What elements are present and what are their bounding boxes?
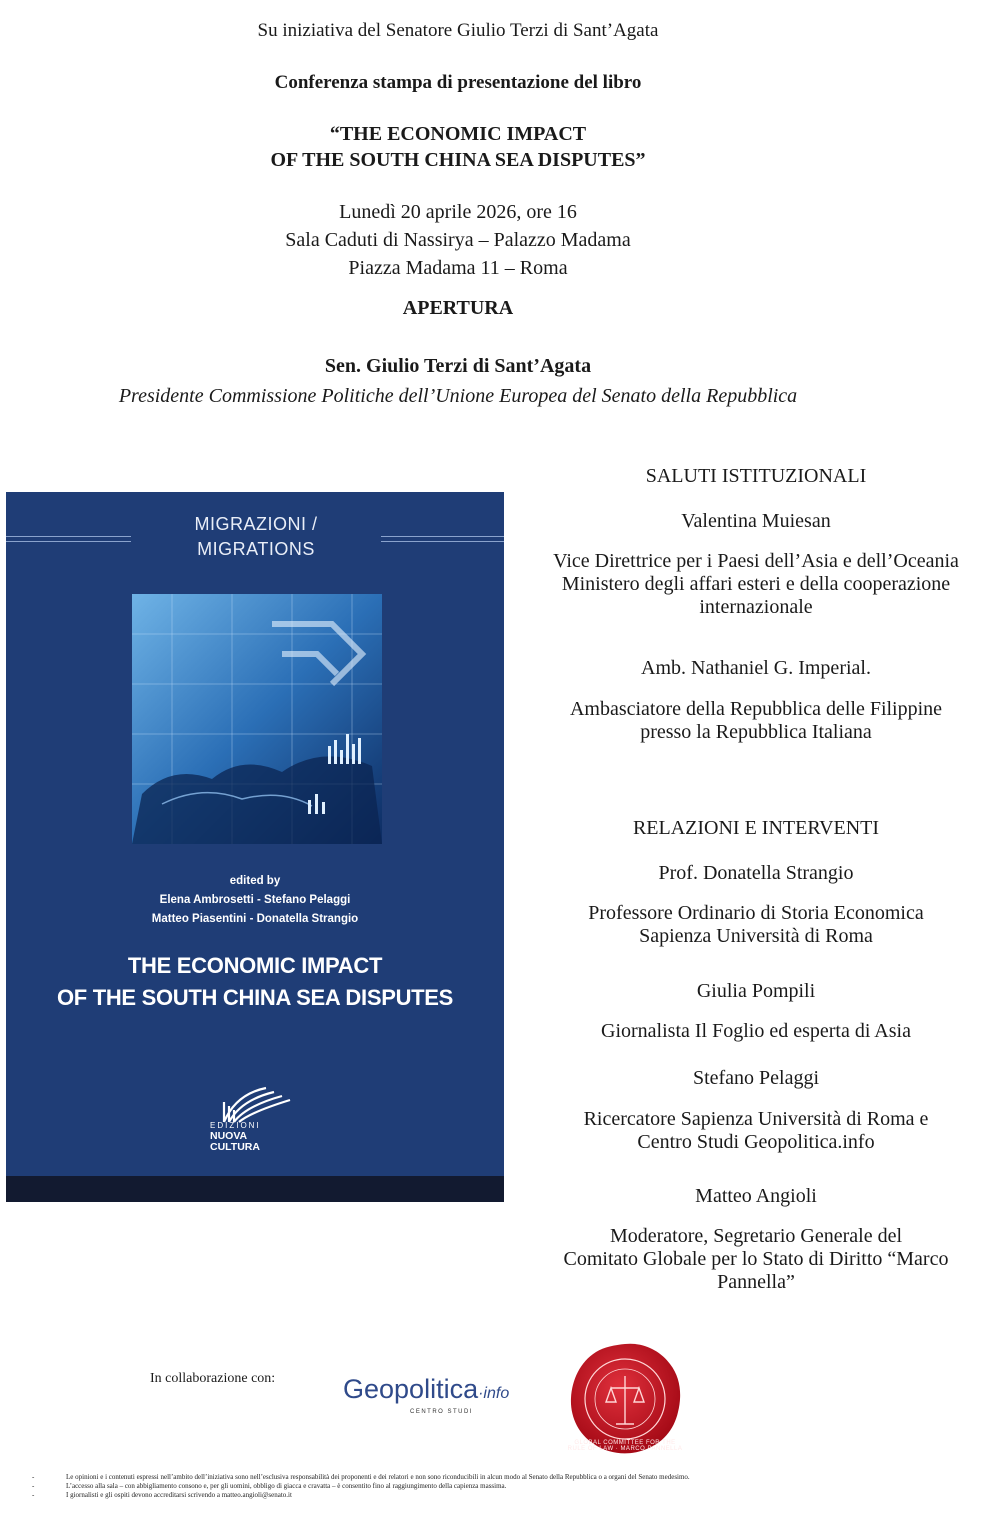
cover-series-line-1: MIGRAZIONI / bbox=[194, 514, 318, 534]
geopolitica-logo-info: ·info bbox=[478, 1385, 510, 1402]
disclaimer-text-2: L’accesso alla sala – con abbigliamento consono e, per gli uomini, obbligo di giacca e cravatta – è consentito fino al raggiungimento della capienza massima. bbox=[66, 1482, 507, 1490]
book-title bbox=[0, 121, 916, 173]
disclaimer-line: - I giornalisti e gli ospiti devono accreditarsi scrivendo a matteo.angioli@senato.it bbox=[32, 1491, 292, 1499]
saluti-speaker-1-role-line-2: Ministero degli affari esteri e della cooperazione bbox=[561, 573, 951, 595]
relazioni-speaker-3-role-line-1: Ricercatore Sapienza Università di Roma e bbox=[583, 1108, 929, 1130]
disclaimers bbox=[32, 1473, 992, 1500]
relazioni-speaker-4-role-line-3: Pannella” bbox=[717, 1271, 795, 1293]
relazioni-speaker-1-role-line-1: Professore Ordinario di Storia Economica bbox=[588, 902, 924, 924]
cover-publisher bbox=[210, 1120, 261, 1153]
geopolitica-logo-main: Geopolitica bbox=[343, 1374, 479, 1404]
saluti-speaker-2-role-line-1: Ambasciatore della Repubblica delle Filippine bbox=[569, 698, 943, 720]
apertura-speaker-role: Presidente Commissione Politiche dell’Unione Europea del Senato della Repubblica bbox=[118, 385, 798, 407]
saluti-speaker-2-role bbox=[520, 698, 992, 744]
cover-rule-left bbox=[6, 536, 131, 542]
event-date: Lunedì 20 aprile 2026, ore 16 bbox=[339, 201, 577, 223]
cover-editors bbox=[6, 872, 504, 929]
relazioni-speaker-2-role bbox=[520, 1020, 992, 1043]
relazioni-heading: RELAZIONI E INTERVENTI bbox=[632, 817, 880, 839]
apertura-speaker-name: Sen. Giulio Terzi di Sant’Agata bbox=[324, 355, 592, 377]
relazioni-speaker-2-name: Giulia Pompili bbox=[696, 980, 816, 1002]
cover-editors-line-2: Matteo Piasentini - Donatella Strangio bbox=[151, 913, 359, 925]
saluti-speaker-1-name: Valentina Muiesan bbox=[681, 510, 831, 532]
cover-title-line-1: THE ECONOMIC IMPACT bbox=[127, 953, 383, 978]
relazioni-speaker-3-role-line-2: Centro Studi Geopolitica.info bbox=[637, 1131, 875, 1153]
cover-rule-right bbox=[381, 536, 504, 542]
seal-text: GLOBAL COMMITTEE FOR THE RULE OF LAW · MARCO PANNELLA bbox=[567, 1440, 683, 1452]
cover-edited-by: edited by bbox=[229, 875, 281, 887]
relazioni-speaker-3-role bbox=[520, 1108, 992, 1154]
collaboration-label: In collaborazione con: bbox=[150, 1371, 276, 1386]
relazioni-speaker-1-role bbox=[520, 902, 992, 948]
cover-series-line-2: MIGRATIONS bbox=[197, 539, 315, 559]
cover-bottom-band bbox=[6, 1176, 504, 1202]
relazioni-speaker-1-name: Prof. Donatella Strangio bbox=[658, 862, 854, 884]
event-details bbox=[0, 198, 916, 282]
disclaimer-line: - Le opinioni e i contenuti espressi nell’ambito dell’iniziativa sono nell’esclusiva responsabilità dei proponenti e dei relatori e non sono riconducibili in alcun modo al Senato della Repubblica o a organi del Senato medesimo. bbox=[32, 1473, 690, 1481]
intro-line: Su iniziativa del Senatore Giulio Terzi di Sant’Agata bbox=[257, 20, 659, 41]
conference-heading: Conferenza stampa di presentazione del libro bbox=[274, 72, 642, 93]
apertura-heading: APERTURA bbox=[402, 297, 514, 319]
book-cover bbox=[6, 492, 504, 1202]
saluti-speaker-2-name: Amb. Nathaniel G. Imperial. bbox=[641, 657, 871, 679]
relazioni-speaker-1-role-line-2: Sapienza Università di Roma bbox=[639, 925, 873, 947]
saluti-heading: SALUTI ISTITUZIONALI bbox=[645, 465, 867, 487]
relazioni-speaker-4-role-line-2: Comitato Globale per lo Stato di Diritto “Marco bbox=[563, 1248, 949, 1270]
disclaimer-text-1: Le opinioni e i contenuti espressi nell’ambito dell’iniziativa sono nell’esclusiva responsabilità dei proponenti e dei relatori e non sono riconducibili in alcun modo al Senato della Repubblica o a organi del Senato medesimo. bbox=[66, 1473, 690, 1481]
event-venue: Sala Caduti di Nassirya – Palazzo Madama bbox=[285, 229, 631, 251]
saluti-speaker-1-role-line-3: internazionale bbox=[699, 596, 813, 618]
cover-world-map-image bbox=[132, 594, 382, 844]
saluti-speaker-1-role bbox=[520, 550, 992, 619]
relazioni-speaker-4-role bbox=[520, 1225, 992, 1294]
geopolitica-logo bbox=[343, 1374, 509, 1405]
geopolitica-logo-subtitle: CENTRO STUDI bbox=[410, 1409, 473, 1415]
relazioni-speaker-2-role-line-1: Giornalista Il Foglio ed esperta di Asia bbox=[601, 1020, 911, 1042]
cover-title-line-2: OF THE SOUTH CHINA SEA DISPUTES bbox=[56, 985, 454, 1010]
cover-publisher-line-3: CULTURA bbox=[210, 1141, 260, 1153]
cover-publisher-line-1: EDIZIONI bbox=[210, 1121, 261, 1130]
book-title-line-2: OF THE SOUTH CHINA SEA DISPUTES” bbox=[270, 149, 646, 171]
disclaimer-text-3: I giornalisti e gli ospiti devono accreditarsi scrivendo a matteo.angioli@senato.it bbox=[66, 1491, 292, 1499]
disclaimer-line: - L’accesso alla sala – con abbigliamento consono e, per gli uomini, obbligo di giacca e cravatta – è consentito fino al raggiungimento della capienza massima. bbox=[32, 1482, 507, 1490]
saluti-speaker-1-role-line-1: Vice Direttrice per i Paesi dell’Asia e dell’Oceania bbox=[553, 550, 959, 572]
cover-publisher-line-2: NUOVA bbox=[210, 1130, 248, 1142]
cover-editors-line-1: Elena Ambrosetti - Stefano Pelaggi bbox=[159, 894, 351, 906]
book-title-line-1: “THE ECONOMIC IMPACT bbox=[329, 123, 587, 145]
saluti-speaker-2-role-line-2: presso la Repubblica Italiana bbox=[640, 721, 872, 743]
cover-title bbox=[6, 950, 504, 1014]
relazioni-speaker-3-name: Stefano Pelaggi bbox=[692, 1067, 820, 1089]
relazioni-speaker-4-name: Matteo Angioli bbox=[695, 1185, 817, 1207]
event-address: Piazza Madama 11 – Roma bbox=[348, 257, 568, 279]
relazioni-speaker-4-role-line-1: Moderatore, Segretario Generale del bbox=[609, 1225, 903, 1247]
cover-series bbox=[126, 512, 386, 562]
